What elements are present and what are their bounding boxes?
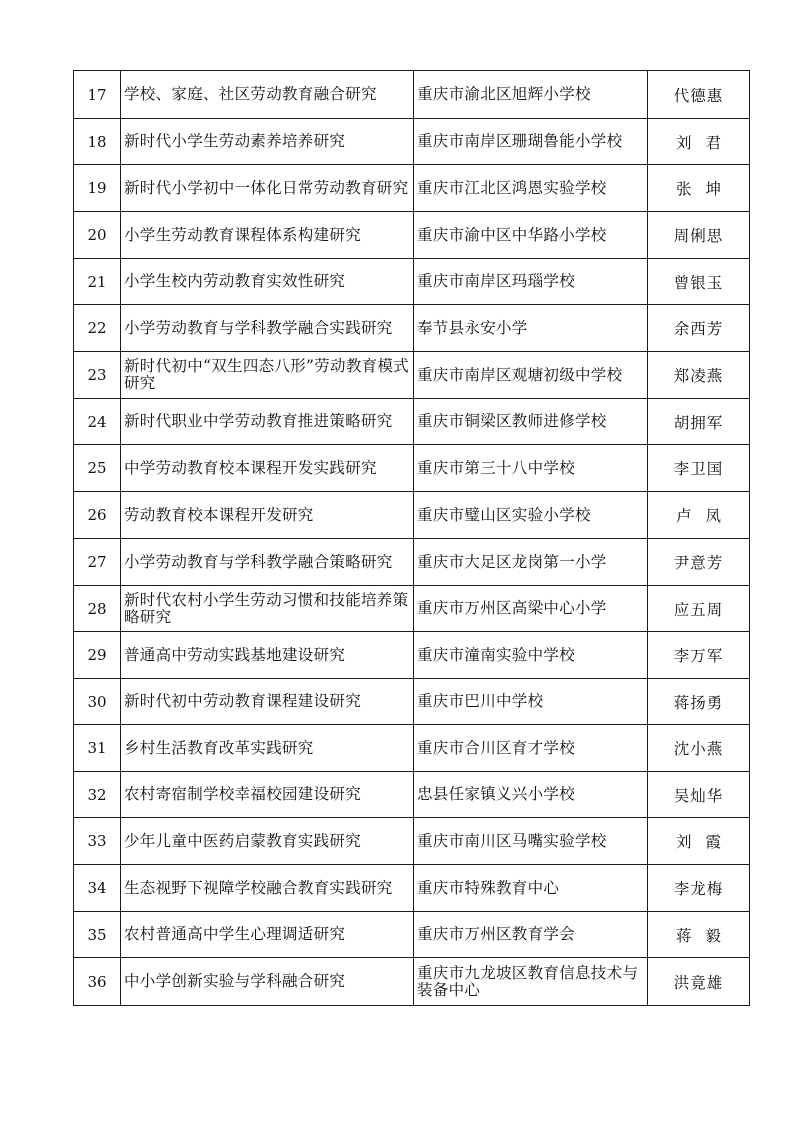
unit-name: 重庆市潼南实验中学校 bbox=[414, 632, 648, 679]
unit-name: 重庆市巴川中学校 bbox=[414, 679, 648, 725]
table-row bbox=[74, 539, 750, 586]
table-row bbox=[74, 119, 750, 165]
row-number: 32 bbox=[74, 772, 121, 818]
project-title: 中小学创新实验与学科融合研究 bbox=[121, 958, 414, 1006]
unit-name: 重庆市第三十八中学校 bbox=[414, 445, 648, 492]
row-number: 29 bbox=[74, 632, 121, 679]
table-row bbox=[74, 772, 750, 818]
table-row bbox=[74, 165, 750, 212]
project-title: 劳动教育校本课程开发研究 bbox=[121, 492, 414, 539]
person-name: 李龙梅 bbox=[648, 865, 750, 912]
unit-name: 奉节县永安小学 bbox=[414, 305, 648, 352]
unit-name: 重庆市大足区龙岗第一小学 bbox=[414, 539, 648, 586]
person-name: 胡拥军 bbox=[648, 399, 750, 445]
row-number: 23 bbox=[74, 352, 121, 399]
project-title: 新时代初中“双生四态八形”劳动教育模式研究 bbox=[121, 352, 414, 399]
person-name: 李万军 bbox=[648, 632, 750, 679]
table-row bbox=[74, 305, 750, 352]
person-name: 蒋扬勇 bbox=[648, 679, 750, 725]
project-title: 新时代小学初中一体化日常劳动教育研究 bbox=[121, 165, 414, 212]
table-row bbox=[74, 586, 750, 632]
project-title: 农村普通高中学生心理调适研究 bbox=[121, 912, 414, 958]
row-number: 28 bbox=[74, 586, 121, 632]
project-title: 农村寄宿制学校幸福校园建设研究 bbox=[121, 772, 414, 818]
person-name: 洪竟雄 bbox=[648, 958, 750, 1006]
row-number: 25 bbox=[74, 445, 121, 492]
row-number: 36 bbox=[74, 958, 121, 1006]
table-row bbox=[74, 679, 750, 725]
person-name: 吴灿华 bbox=[648, 772, 750, 818]
unit-name: 重庆市南岸区珊瑚鲁能小学校 bbox=[414, 119, 648, 165]
row-number: 24 bbox=[74, 399, 121, 445]
person-name: 周俐思 bbox=[648, 212, 750, 259]
table-row bbox=[74, 259, 750, 305]
unit-name: 重庆市特殊教育中心 bbox=[414, 865, 648, 912]
project-title: 小学生劳动教育课程体系构建研究 bbox=[121, 212, 414, 259]
unit-name: 重庆市合川区育才学校 bbox=[414, 725, 648, 772]
row-number: 34 bbox=[74, 865, 121, 912]
unit-name: 忠县任家镇义兴小学校 bbox=[414, 772, 648, 818]
row-number: 33 bbox=[74, 818, 121, 865]
person-name: 李卫国 bbox=[648, 445, 750, 492]
row-number: 31 bbox=[74, 725, 121, 772]
unit-name: 重庆市万州区教育学会 bbox=[414, 912, 648, 958]
person-name: 张坤 bbox=[648, 165, 750, 212]
table-row bbox=[74, 212, 750, 259]
person-name: 卢凤 bbox=[648, 492, 750, 539]
row-number: 17 bbox=[74, 71, 121, 119]
row-number: 21 bbox=[74, 259, 121, 305]
unit-name: 重庆市南川区马嘴实验学校 bbox=[414, 818, 648, 865]
table-row bbox=[74, 632, 750, 679]
table-row bbox=[74, 865, 750, 912]
project-table bbox=[73, 70, 750, 1006]
table-body bbox=[74, 71, 750, 1006]
row-number: 19 bbox=[74, 165, 121, 212]
project-title: 中学劳动教育校本课程开发实践研究 bbox=[121, 445, 414, 492]
project-title: 学校、家庭、社区劳动教育融合研究 bbox=[121, 71, 414, 119]
unit-name: 重庆市铜梁区教师进修学校 bbox=[414, 399, 648, 445]
row-number: 30 bbox=[74, 679, 121, 725]
person-name: 刘君 bbox=[648, 119, 750, 165]
project-title: 新时代小学生劳动素养培养研究 bbox=[121, 119, 414, 165]
project-title: 小学劳动教育与学科教学融合实践研究 bbox=[121, 305, 414, 352]
unit-name: 重庆市九龙坡区教育信息技术与装备中心 bbox=[414, 958, 648, 1006]
person-name: 郑凌燕 bbox=[648, 352, 750, 399]
unit-name: 重庆市江北区鸿恩实验学校 bbox=[414, 165, 648, 212]
table-row bbox=[74, 399, 750, 445]
unit-name: 重庆市渝北区旭辉小学校 bbox=[414, 71, 648, 119]
project-title: 小学生校内劳动教育实效性研究 bbox=[121, 259, 414, 305]
person-name: 沈小燕 bbox=[648, 725, 750, 772]
table-row bbox=[74, 352, 750, 399]
project-title: 新时代农村小学生劳动习惯和技能培养策略研究 bbox=[121, 586, 414, 632]
unit-name: 重庆市南岸区观塘初级中学校 bbox=[414, 352, 648, 399]
project-title: 新时代初中劳动教育课程建设研究 bbox=[121, 679, 414, 725]
unit-name: 重庆市璧山区实验小学校 bbox=[414, 492, 648, 539]
project-title: 乡村生活教育改革实践研究 bbox=[121, 725, 414, 772]
row-number: 27 bbox=[74, 539, 121, 586]
person-name: 应五周 bbox=[648, 586, 750, 632]
table-row bbox=[74, 725, 750, 772]
table-row bbox=[74, 71, 750, 119]
unit-name: 重庆市万州区高梁中心小学 bbox=[414, 586, 648, 632]
project-title: 新时代职业中学劳动教育推进策略研究 bbox=[121, 399, 414, 445]
table-row bbox=[74, 958, 750, 1006]
table-row bbox=[74, 445, 750, 492]
person-name: 代德惠 bbox=[648, 71, 750, 119]
row-number: 35 bbox=[74, 912, 121, 958]
project-title: 普通高中劳动实践基地建设研究 bbox=[121, 632, 414, 679]
row-number: 26 bbox=[74, 492, 121, 539]
unit-name: 重庆市渝中区中华路小学校 bbox=[414, 212, 648, 259]
person-name: 尹意芳 bbox=[648, 539, 750, 586]
unit-name: 重庆市南岸区玛瑙学校 bbox=[414, 259, 648, 305]
person-name: 余西芳 bbox=[648, 305, 750, 352]
table-row bbox=[74, 492, 750, 539]
project-title: 小学劳动教育与学科教学融合策略研究 bbox=[121, 539, 414, 586]
project-title: 少年儿童中医药启蒙教育实践研究 bbox=[121, 818, 414, 865]
table-row bbox=[74, 818, 750, 865]
table-row bbox=[74, 912, 750, 958]
person-name: 蒋毅 bbox=[648, 912, 750, 958]
row-number: 20 bbox=[74, 212, 121, 259]
row-number: 18 bbox=[74, 119, 121, 165]
person-name: 刘霞 bbox=[648, 818, 750, 865]
row-number: 22 bbox=[74, 305, 121, 352]
person-name: 曾银玉 bbox=[648, 259, 750, 305]
project-title: 生态视野下视障学校融合教育实践研究 bbox=[121, 865, 414, 912]
